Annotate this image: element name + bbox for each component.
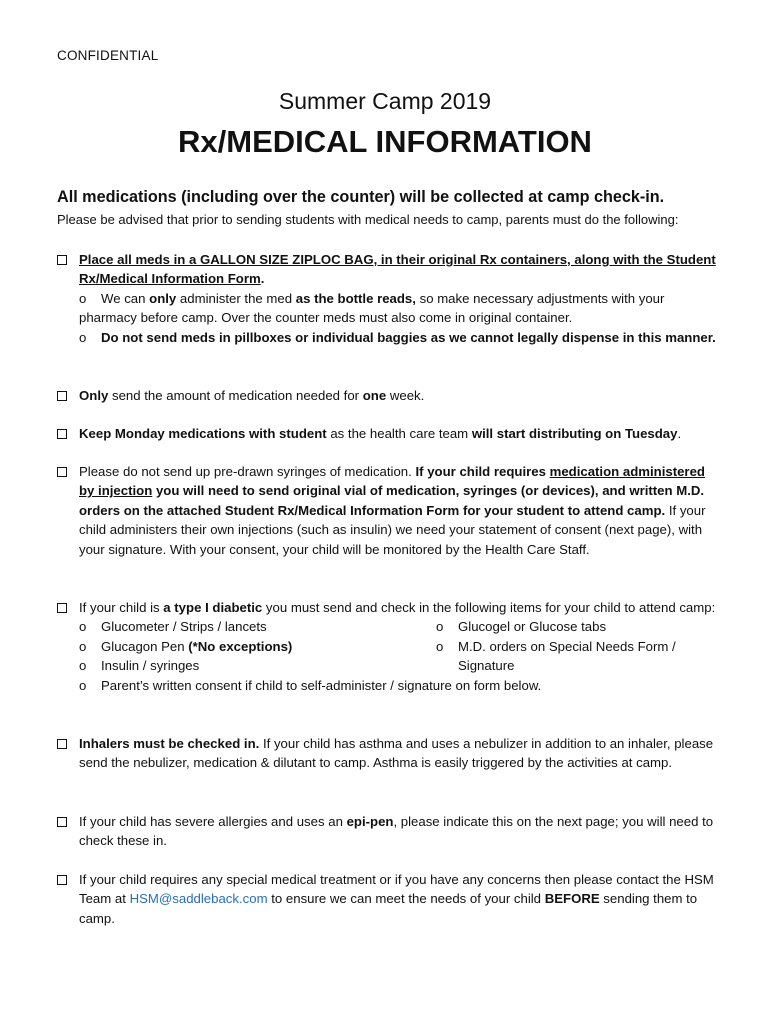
bullet-icon: o (436, 638, 444, 654)
document-title: Summer Camp 2019 (278, 88, 492, 114)
document-subtitle: Rx/MEDICAL INFORMATION (178, 124, 592, 159)
checkbox-square-icon (57, 817, 67, 827)
item-text: Glucogel or Glucose tabs (458, 619, 607, 635)
list-item (57, 812, 722, 851)
list-item (436, 637, 676, 656)
intro-heading: All medications (including over the counter) will be collected at camp check-in. (57, 188, 665, 206)
item-text: send the amount of medication needed for (108, 388, 363, 403)
item-text-bold: Inhalers must be checked in. (79, 736, 260, 751)
item-text: Glucagon Pen (101, 638, 189, 654)
checkbox-square-icon (57, 429, 67, 439)
item-text: you must send and check in the following items for your child to attend camp: (262, 600, 716, 615)
checkbox-square-icon (57, 391, 67, 401)
list-item (57, 424, 722, 443)
bullet-icon: o (79, 658, 87, 674)
item-text: M.D. orders on Special Needs Form / (458, 638, 676, 654)
bullet-icon: o (79, 329, 87, 345)
diabetic-supply-list (79, 617, 722, 695)
sub-item (79, 328, 722, 347)
item-text-bold: Only (79, 388, 109, 403)
bullet-icon: o (79, 619, 87, 635)
checkbox-square-icon (57, 739, 67, 749)
bullet-icon: o (436, 619, 444, 635)
bullet-icon: o (79, 638, 87, 654)
item-text: , please indicate this on the next page; you will need to check these in. (79, 814, 714, 849)
list-item (57, 870, 722, 928)
item-text: We can (101, 290, 150, 306)
diabetic-supply-list-right (436, 617, 676, 675)
item-text: . (677, 426, 682, 441)
item-text: so make necessary adjustments with your pharmacy before camp. Over the counter meds must also come in original container. (79, 290, 665, 326)
list-item (57, 598, 722, 695)
item-text-bold: BEFORE (544, 891, 600, 907)
list-item (57, 734, 722, 773)
email-link[interactable]: HSM@saddleback.com (129, 891, 268, 907)
item-text-bold: If your child requires (415, 464, 550, 479)
intro-text: Please be advised that prior to sending students with medical needs to camp, parents must do the following: (57, 212, 679, 227)
item-text: If your child has severe allergies and uses an (79, 814, 347, 829)
item-text-bold: . (260, 271, 265, 287)
item-text-bold: epi-pen (346, 814, 394, 829)
item-text-bold: medication administered by injection (79, 464, 705, 499)
checkbox-square-icon (57, 255, 67, 265)
sub-item (79, 289, 722, 328)
item-text: If your child administers their own injections (such as insulin) we need your statement of consent (next page), with your signature. With your consent, your child will be monitored by the Health Care Staff. (79, 502, 706, 557)
item-text-bold: a type I diabetic (163, 600, 263, 615)
item-text: Insulin / syringes (101, 658, 200, 674)
list-item (436, 656, 676, 675)
item-text-bold: will start distributing on Tuesday (471, 426, 678, 441)
item-text: administer the med (176, 290, 296, 306)
checkbox-square-icon (57, 875, 67, 885)
confidential-label: CONFIDENTIAL (57, 48, 159, 63)
item-text: If your child is (79, 600, 164, 615)
list-item (57, 462, 722, 559)
item-text: as the health care team (326, 426, 472, 441)
item-text: sending them to camp. (79, 891, 698, 926)
item-text-bold: (*No exceptions) (188, 638, 293, 654)
item-text-bold: Do not send meds in pillboxes or individual baggies as we cannot legally dispense in this manner. (101, 329, 716, 345)
item-text: Please do not send up pre-drawn syringes of medication. (79, 464, 416, 479)
item-text-bold: as the bottle reads, (295, 290, 416, 306)
list-item (436, 617, 676, 636)
bullet-icon: o (79, 290, 87, 306)
item-text: Parent’s written consent if child to self-administer / signature on form below. (101, 677, 542, 693)
item-text-bold: Place all meds in a GALLON SIZE ZIPLOC BAG, in their original Rx containers, along with the Student Rx/Medical Information Form (79, 252, 716, 287)
item-text: Glucometer / Strips / lancets (101, 619, 267, 635)
item-text-bold: only (149, 290, 177, 306)
checkbox-square-icon (57, 467, 67, 477)
item-text: Signature (458, 658, 515, 674)
list-item (57, 386, 722, 405)
item-text-bold: Keep Monday medications with student (79, 426, 327, 441)
item-text: If your child requires any special medical treatment or if you have any concerns then please contact the HSM Team at (79, 872, 714, 907)
item-text-bold: you will need to send original vial of medication, syringes (or devices), and written M.D. orders on the attached Student Rx/Medical Information Form for your student to attend camp. (79, 483, 705, 518)
list-item (79, 676, 722, 695)
item-text: week. (386, 388, 425, 403)
list-item (57, 250, 722, 347)
item-text-bold: one (362, 388, 387, 403)
bullet-icon: o (79, 677, 87, 693)
checkbox-square-icon (57, 603, 67, 613)
item-text: to ensure we can meet the needs of your child (267, 891, 545, 907)
item-text: If your child has asthma and uses a nebulizer in addition to an inhaler, please send the nebulizer, medication & dilutant to camp. Asthma is easily triggered by the activities at camp. (79, 736, 714, 771)
